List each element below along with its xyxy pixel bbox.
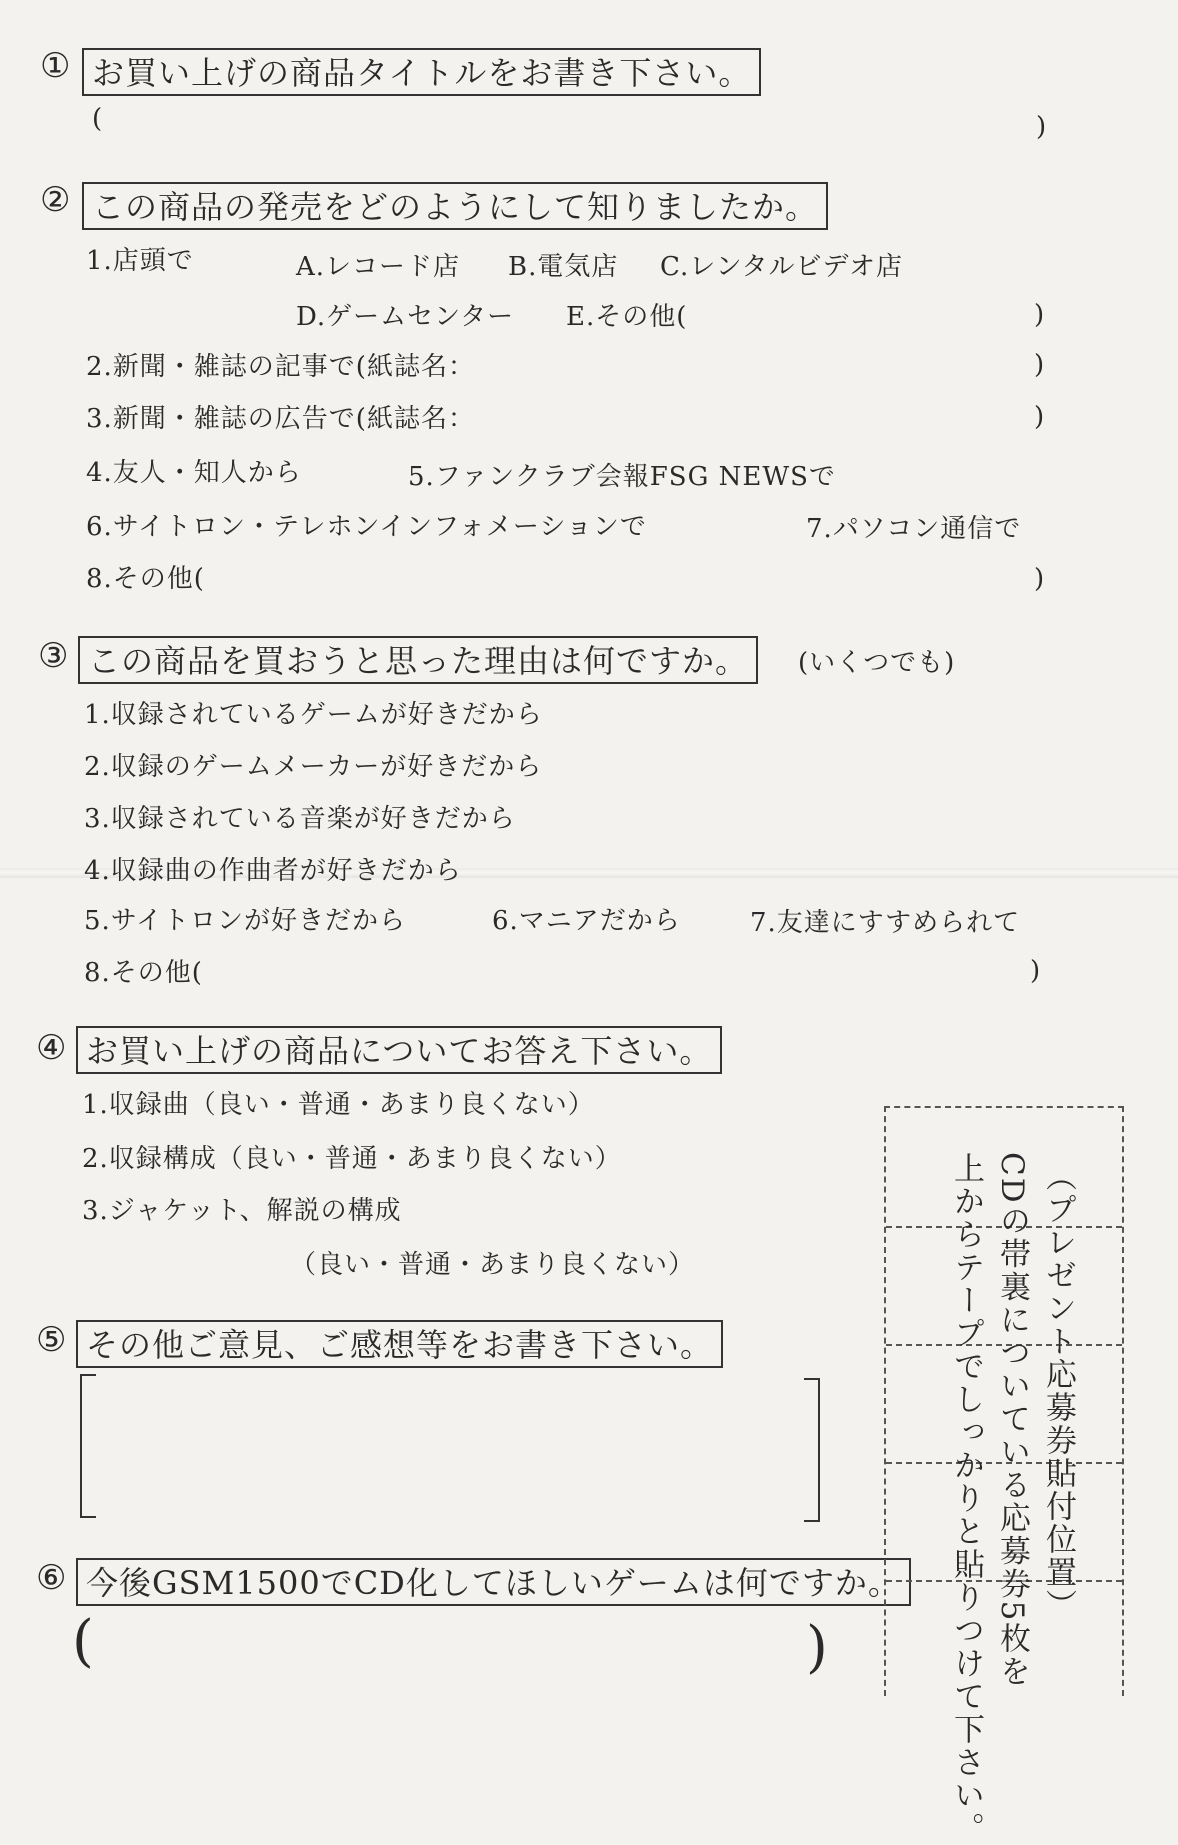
q2-option-1d: D.ゲームセンター (296, 302, 515, 332)
q3-note: (いくつでも) (798, 648, 956, 678)
q2-option-8-close: ) (1034, 564, 1045, 594)
q2-option-5: 5.ファンクラブ会報FSG NEWSで (408, 462, 836, 492)
coupon-instruction-line-1: CDの帯裏についている応募券5枚を (994, 1152, 1030, 1689)
q3-option-8-close: ) (1030, 956, 1041, 986)
q2-number: ② (40, 180, 71, 220)
q3-option-4: 4.収録曲の作曲者が好きだから (84, 856, 462, 886)
q6-close-paren: ) (806, 1615, 828, 1680)
q2-option-1c: C.レンタルビデオ店 (660, 252, 904, 282)
q3-heading: この商品を買おうと思った理由は何ですか。 (78, 636, 758, 684)
q4-option-3-rating: （良い・普通・あまり良くない） (290, 1250, 696, 1280)
q6-heading: 今後GSM1500でCD化してほしいゲームは何ですか。 (76, 1558, 911, 1606)
q4-option-2: 2.収録構成（良い・普通・あまり良くない） (82, 1144, 622, 1174)
q2-heading: この商品の発売をどのようにして知りましたか。 (82, 182, 828, 230)
q3-option-1: 1.収録されているゲームが好きだから (84, 700, 543, 730)
q5-comment-bracket-left (80, 1374, 96, 1518)
q3-option-3: 3.収録されている音楽が好きだから (84, 804, 516, 834)
q5-heading: その他ご意見、ご感想等をお書き下さい。 (76, 1320, 723, 1368)
q6-open-paren: ( (72, 1609, 94, 1674)
q3-option-2: 2.収録のゲームメーカーが好きだから (84, 752, 543, 782)
q1-heading: お買い上げの商品タイトルをお書き下さい。 (82, 48, 761, 96)
q5-number: ⑤ (36, 1320, 67, 1360)
q1-number: ① (40, 46, 71, 86)
q4-number: ④ (36, 1028, 67, 1068)
q4-option-3: 3.ジャケット、解説の構成 (82, 1196, 402, 1226)
q3-option-8: 8.その他( (84, 958, 203, 988)
q3-number: ③ (38, 636, 69, 676)
q2-option-4: 4.友人・知人から (86, 458, 302, 488)
coupon-instruction-line-2: 上からテープでしっかりと貼りつけて下さい。 (948, 1152, 984, 1845)
q6-number: ⑥ (36, 1558, 67, 1598)
q2-option-6: 6.サイトロン・テレホンインフォメーションで (86, 512, 647, 542)
q2-option-1e: E.その他( (566, 302, 688, 332)
q3-option-6: 6.マニアだから (492, 906, 681, 936)
coupon-paste-area (884, 1106, 1124, 1845)
q2-option-2: 2.新聞・雑誌の記事で(紙誌名： (86, 352, 475, 382)
q2-option-1b: B.電気店 (508, 252, 619, 282)
q4-heading: お買い上げの商品についてお答え下さい。 (76, 1026, 722, 1074)
coupon-area-title: （プレゼント応募券貼付位置） (1040, 1160, 1076, 1622)
q2-option-2-close: ) (1034, 350, 1045, 380)
q5-comment-bracket-right (804, 1378, 820, 1522)
q3-option-5: 5.サイトロンが好きだから (84, 906, 406, 936)
q2-option-3: 3.新聞・雑誌の広告で(紙誌名： (86, 404, 475, 434)
q2-option-1: 1.店頭で (86, 246, 194, 276)
q2-option-7: 7.パソコン通信で (806, 514, 1022, 544)
q3-option-7: 7.友達にすすめられて (750, 908, 1021, 938)
q4-option-1: 1.収録曲（良い・普通・あまり良くない） (82, 1090, 595, 1120)
q1-close-paren: ) (1036, 112, 1047, 142)
q2-option-8: 8.その他( (86, 564, 205, 594)
q2-option-3-close: ) (1034, 402, 1045, 432)
q2-option-1a: A.レコード店 (296, 252, 461, 282)
q1-open-paren: ( (92, 104, 103, 134)
q2-option-1e-close: ) (1034, 300, 1045, 330)
